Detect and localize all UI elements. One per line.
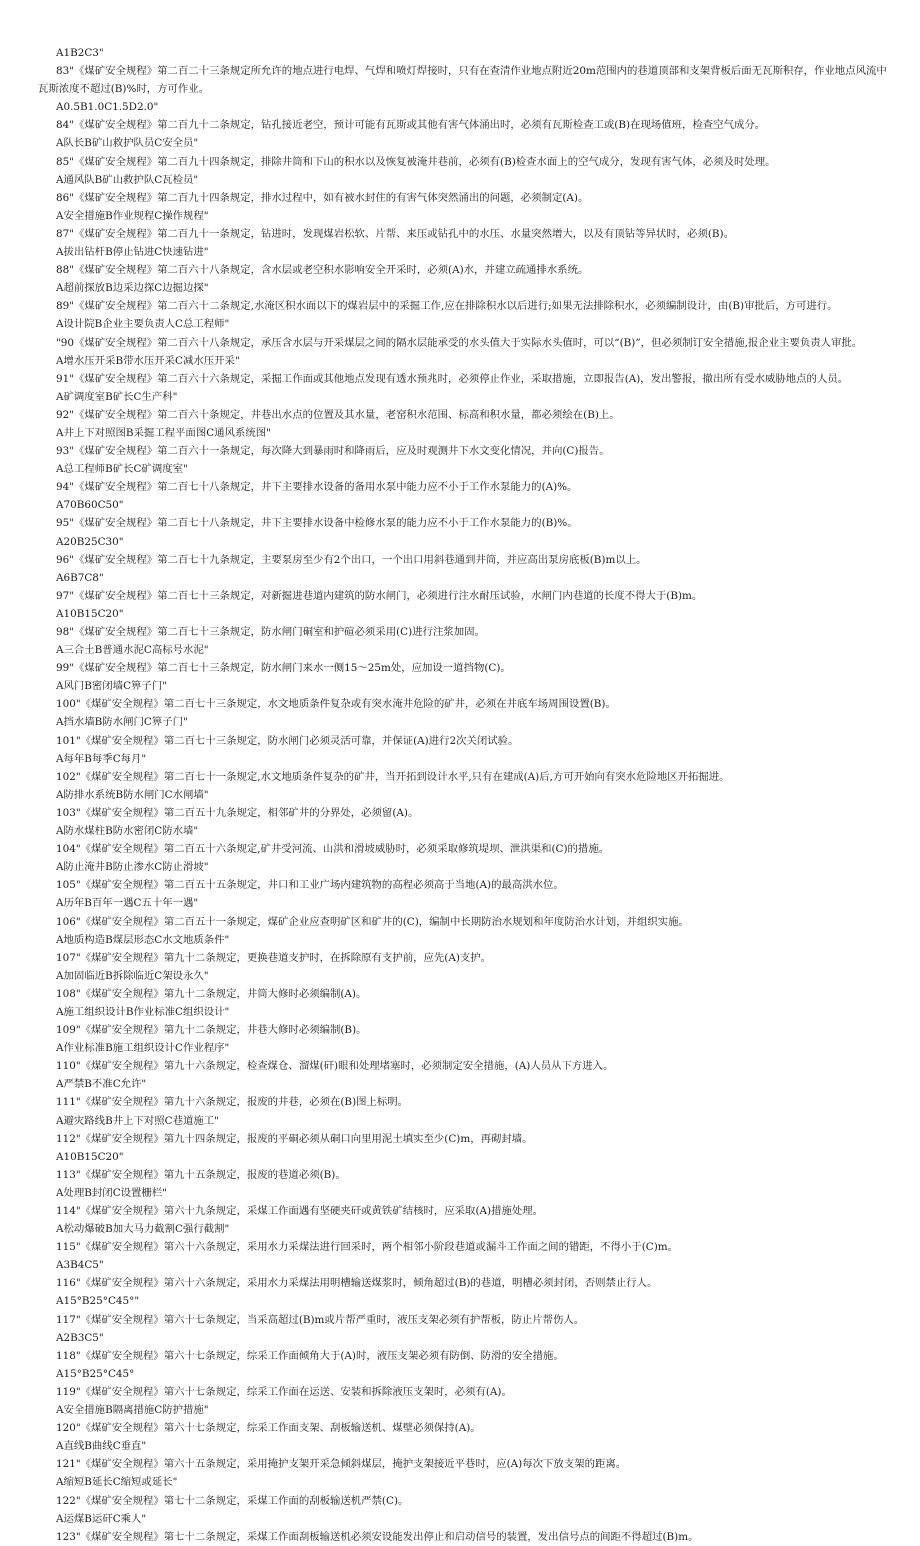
question-text: 91"《煤矿安全规程》第二百六十六条规定，采掘工作面或其他地点发现有透水预兆时，必须停止作业，采取措施，立即报告(A)，发出警报，撤出所有受水威胁地点的人员。	[56, 372, 849, 385]
answer-options: A拔出钻杆B停止钻进C快速钻进"	[56, 246, 209, 259]
question-text: 94"《煤矿安全规程》第二百七十八条规定，井下主要排水设备的备用水泵中能力应不小于工作水泵能力的(A)%。	[56, 481, 578, 494]
question-text: 88"《煤矿安全规程》第二百六十八条规定，含水层或老空积水影响安全开采时，必须(A)水，并建立疏通排水系统。	[56, 264, 589, 277]
answer-options: A10B15C20"	[56, 607, 124, 620]
question-text: 92"《煤矿安全规程》第二百六十条规定，井巷出水点的位置及其水量，老窑积水范围、标高和积水量，都必须绘在(B)上。	[56, 408, 620, 421]
answer-options: A挡水墙B防水闸门C箅子门"	[56, 716, 188, 729]
answer-options: A10B15C20"	[56, 1150, 124, 1163]
question-text: 113"《煤矿安全规程》第九十五条规定，报废的巷道必须(B)。	[56, 1168, 346, 1181]
question-text: 117"《煤矿安全规程》第六十七条规定，当采高超过(B)m或片帮严重时，液压支架必须有护帮板，防止片帮伤人。	[56, 1313, 585, 1326]
answer-options: A加固临近B拆除临近C架设永久"	[56, 969, 209, 982]
answer-options: A20B25C30"	[56, 535, 124, 548]
question-text: "90《煤矿安全规程》第二百六十八条规定，承压含水层与开采煤层之间的隔水层能承受的水头值大于实际水头值时，可以“(B)”，但必须制订安全措施,报企业主要负责人审批。	[56, 336, 863, 349]
answer-options: A15°B25°C45°"	[56, 1295, 140, 1308]
answer-options: A作业标准B施工组织设计C作业程序"	[56, 1042, 230, 1055]
question-text: 86"《煤矿安全规程》第二百九十四条规定，排水过程中，如有被水封住的有害气体突然涌出的问题，必须制定(A)。	[56, 191, 589, 204]
answer-options: A2B3C5"	[56, 1331, 104, 1344]
answer-options: A防排水系统B防水闸门C水闸墙"	[56, 788, 209, 801]
question-text: 95"《煤矿安全规程》第二百七十八条规定，井下主要排水设备中检修水泵的能力应不小于工作水泵能力的(B)%。	[56, 517, 578, 530]
question-text: 120"《煤矿安全规程》第六十七条规定，综采工作面支架、刮板输送机、煤壁必须保持(A)。	[56, 1422, 481, 1435]
answer-options: A超前探放B边采边探C边掘边探"	[56, 282, 209, 295]
question-text: 101"《煤矿安全规程》第二百七十三条规定，防水闸门必须灵活可靠，并保证(A)进行2次关闭试验。	[56, 734, 519, 747]
question-text: 119"《煤矿安全规程》第六十七条规定，综采工作面在运送、安装和拆除液压支架时，必须有(A)。	[56, 1385, 512, 1398]
answer-options: A队长B矿山救护队员C安全员"	[56, 137, 199, 150]
answer-options: A缩短B延长C缩短或延长"	[56, 1476, 178, 1489]
question-text: 96"《煤矿安全规程》第二百七十九条规定，主要泵房至少有2个出口，一个出口用斜巷通到井筒，并应高出泵房底板(B)m以上。	[56, 553, 647, 566]
question-text: 110"《煤矿安全规程》第九十六条规定，检查煤仓、溜煤(矸)眼和处理堵塞时，必须制定安全措施，(A)人员从下方进入。	[56, 1060, 614, 1073]
question-text: 114"《煤矿安全规程》第六十九条规定，采煤工作面遇有坚硬夹矸或黄铁矿结核时，应采取(A)措施处理。	[56, 1205, 544, 1217]
answer-options: A防水煤柱B防水密闭C防水墙"	[56, 825, 199, 838]
question-text: 102"《煤矿安全规程》第二百七十一条规定,水文地质条件复杂的矿井，当开拓到设计水平,只有在建成(A)后,方可开始向有突水危险地区开拓掘进。	[56, 770, 730, 783]
question-text: 89"《煤矿安全规程》第二百六十二条规定,水淹区积水面以下的煤岩层中的采掘工作,应在排除积水以后进行;如果无法排除积水，必须编制设计，由(B)审批后，方可进行。	[56, 300, 838, 313]
answer-options: A避灾路线B井上下对照C巷道施工"	[56, 1114, 219, 1127]
question-text: 122"《煤矿安全规程》第七十二条规定，采煤工作面的刮板输送机严禁(C)。	[56, 1494, 409, 1507]
answer-options: A安全措施B作业规程C操作规程"	[56, 209, 209, 222]
answer-options: A0.5B1.0C1.5D2.0"	[56, 101, 159, 114]
answer-options: A1B2C3"	[56, 47, 104, 59]
question-text: 84"《煤矿安全规程》第二百九十二条规定，钻孔接近老空，预计可能有瓦斯或其他有害气体涌出时，必须有瓦斯检查工或(B)在现场值班，检查空气成分。	[56, 119, 766, 132]
answer-options: A防止淹井B防止渗水C防止滑坡"	[56, 861, 209, 874]
question-text: 98"《煤矿安全规程》第二百七十三条规定，防水闸门硐室和护碹必须采用(C)进行注浆加固。	[56, 626, 485, 638]
question-text: 106"《煤矿安全规程》第二百五十一条规定，煤矿企业应查明矿区和矿井的(C)，编制中长期防治水规划和年度防治水计划，并组织实施。	[56, 915, 689, 928]
question-text: 118"《煤矿安全规程》第六十七条规定，综采工作面倾角大于(A)时，液压支架必须有防倒、防滑的安全措施。	[56, 1349, 564, 1362]
question-text: 108"《煤矿安全规程》第九十二条规定，井筒大修时必须编制(A)。	[56, 987, 367, 1000]
answer-options: A增水压开采B带水压开采C减水压开采"	[56, 354, 240, 367]
answer-options: A安全措施B隔离措施C防护措施"	[56, 1404, 209, 1417]
answer-options: A15°B25°C45°	[56, 1367, 135, 1380]
question-text: 116"《煤矿安全规程》第六十六条规定，采用水力采煤法用明槽输送煤浆时，倾角超过(B)的巷道，明槽必须封闭，否则禁止行人。	[56, 1277, 658, 1290]
answer-options: A6B7C8"	[56, 571, 104, 584]
answer-options: A矿调度室B矿长C生产科"	[56, 390, 178, 403]
answer-options: A总工程师B矿长C矿调度室"	[56, 463, 188, 476]
question-text: 93"《煤矿安全规程》第二百六十一条规定，每次降大到暴雨时和降雨后，应及时观测井下水文变化情况，并向(C)报告。	[56, 445, 610, 458]
answer-options: A设计院B企业主要负责人C总工程师"	[56, 318, 230, 331]
question-text: 123"《煤矿安全规程》第七十二条规定，采煤工作面刮板输送机必须安设能发出停止和启动信号的装置，发出信号点的间距不得超过(B)m。	[56, 1530, 699, 1543]
question-text: 121"《煤矿安全规程》第六十五条规定，采用掩护支架开采急倾斜煤层，掩护支架接近平巷时，应(A)每次下放支架的距离。	[56, 1458, 627, 1471]
answer-options: A通风队B矿山救护队C瓦检员"	[56, 173, 199, 186]
answer-options: A直线B曲线C垂直"	[56, 1440, 147, 1453]
answer-options: A三合土B普通水泥C高标号水泥"	[56, 644, 209, 657]
answer-options: A井上下对照图B采掘工程平面图C通风系统图"	[56, 426, 271, 439]
answer-options: A处理B封闭C设置栅栏"	[56, 1186, 167, 1199]
answer-options: A地质构造B煤层形态C水文地质条件"	[56, 933, 230, 946]
question-text: 85"《煤矿安全规程》第二百九十四条规定，排除井筒和下山的积水以及恢复被淹井巷前，必须有(B)检查水面上的空气成分，发现有害气体，必须及时处理。	[56, 155, 776, 168]
answer-options: A3B4C5"	[56, 1259, 104, 1272]
question-text: 109"《煤矿安全规程》第九十二条规定，井巷大修时必须编制(B)。	[56, 1024, 367, 1037]
answer-options: A风门B密闭墙C箅子门"	[56, 680, 167, 693]
answer-options: A施工组织设计B作业标准C组织设计"	[56, 1005, 230, 1018]
question-text: 115"《煤矿安全规程》第六十六条规定，采用水力采煤法进行回采时，两个相邻小阶段巷道或漏斗工作面之间的错距，不得小于(C)m。	[56, 1241, 679, 1254]
answer-options: A70B60C50"	[56, 499, 124, 512]
question-text: 111"《煤矿安全规程》第九十六条规定，报废的井巷，必须在(B)图上标明。	[56, 1096, 409, 1109]
question-text: 103"《煤矿安全规程》第二百五十九条规定，相邻矿井的分界处，必须留(A)。	[56, 806, 419, 819]
question-text: 105"《煤矿安全规程》第二百五十五条规定，井口和工业广场内建筑物的高程必须高于当地(A)的最高洪水位。	[56, 879, 564, 892]
question-text: 107"《煤矿安全规程》第九十二条规定，更换巷道支护时，在拆除原有支护前，应先(A)支护。	[56, 951, 492, 964]
question-text: 97"《煤矿安全规程》第二百七十三条规定，对新掘进巷道内建筑的防水闸门，必须进行注水耐压试验，水闸门内巷道的长度不得大于(B)m。	[56, 589, 703, 602]
question-text: 104"《煤矿安全规程》第二百五十六条规定,矿井受河流、山洪和滑坡威胁时，必须采取修筑堤坝、泄洪渠和(C)的措施。	[56, 843, 610, 856]
question-text: 87"《煤矿安全规程》第二百九十一条规定，钻进时，发现煤岩松软、片帮、来压或钻孔中的水压、水量突然增大，以及有顶钻等异状时，必须(B)。	[56, 227, 734, 240]
question-text: 100"《煤矿安全规程》第二百七十三条规定，水文地质条件复杂或有突水淹井危险的矿井，必须在井底车场周围设置(B)。	[56, 698, 616, 711]
answer-options: A历年B百年一遇C五十年一遇"	[56, 897, 199, 910]
answer-options: A严禁B不准C允许"	[56, 1078, 147, 1091]
question-text: 99"《煤矿安全规程》第二百七十三条规定，防水闸门来水一侧15～25m处，应加设一道挡物(C)。	[56, 662, 511, 675]
answer-options: A每年B每季C每月"	[56, 752, 147, 765]
question-text: 112"《煤矿安全规程》第九十四条规定，报废的平硐必须从硐口向里用泥土填实至少(C)m，再砌封墙。	[56, 1132, 533, 1145]
question-text: 83"《煤矿安全规程》第二百二十三条规定所允许的地点进行电焊、气焊和喷灯焊接时，只有在查清作业地点附近20m范围内的巷道顶部和支架背板后面无瓦斯积存，作业地点风流中瓦斯浓度不超过(B)%时，方可作业。	[38, 65, 887, 96]
answer-options: A运煤B运矸C乘人"	[56, 1512, 147, 1525]
answer-options: A松动爆破B加大马力截割C强行截割"	[56, 1223, 230, 1236]
